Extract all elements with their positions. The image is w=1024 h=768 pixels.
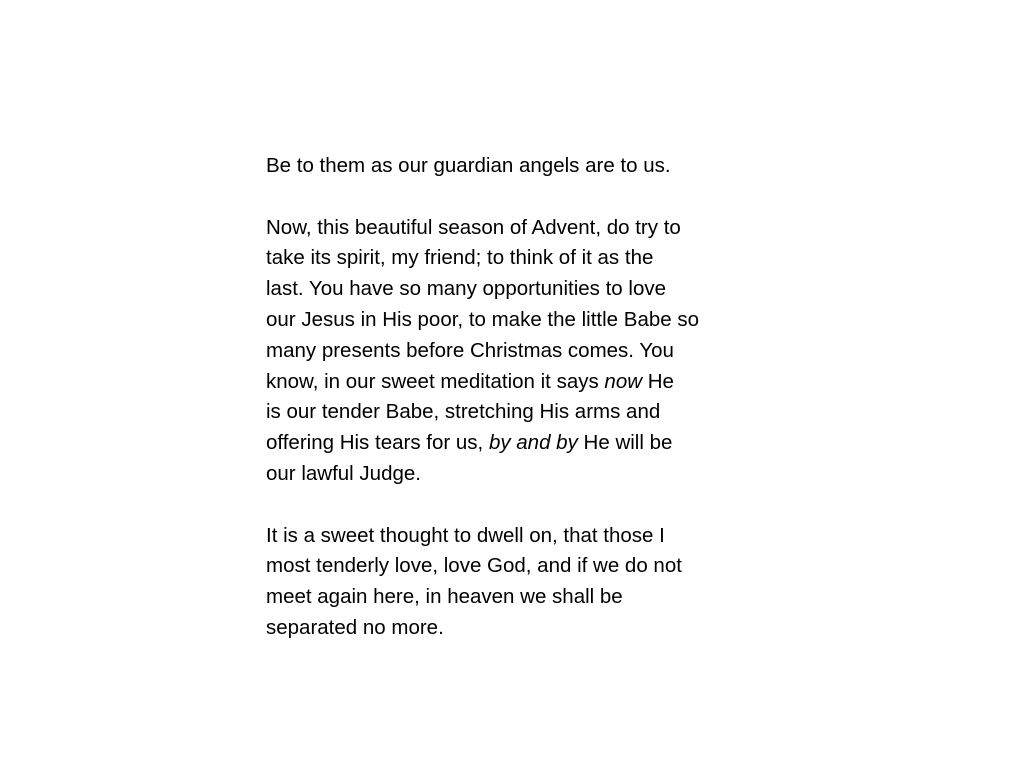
text-segment: know, in our sweet meditation it says <box>266 369 605 393</box>
text-line: most tenderly love, love God, and if we do not <box>266 554 682 578</box>
quote-text-block <box>266 151 766 644</box>
text-line: meet again here, in heaven we shall be <box>266 585 623 609</box>
paragraph-2 <box>266 213 766 490</box>
text-segment: He will be <box>577 431 673 455</box>
text-line: many presents before Christmas comes. You <box>266 338 674 362</box>
text-line: Be to them as our guardian angels are to us. <box>266 154 671 177</box>
emphasis-text: now <box>604 369 643 393</box>
text-line: our lawful Judge. <box>266 461 421 485</box>
text-line: last. You have so many opportunities to love <box>266 277 667 301</box>
paragraph-1 <box>266 151 766 182</box>
text-line: Now, this beautiful season of Advent, do try to <box>266 215 681 239</box>
text-line: is our tender Babe, stretching His arms and <box>266 400 661 424</box>
text-line: separated no more. <box>266 615 444 639</box>
text-line <box>266 428 766 459</box>
text-line: take its spirit, my friend; to think of it as the <box>266 246 654 270</box>
emphasis-text: by and by <box>488 431 578 455</box>
paragraph-spacer <box>266 490 766 521</box>
text-segment: He <box>642 369 674 393</box>
text-segment: offering His tears for us, <box>266 431 489 455</box>
paragraph-3 <box>266 521 766 644</box>
paragraph-spacer <box>266 182 766 213</box>
text-line <box>266 367 766 398</box>
text-line: our Jesus in His poor, to make the little Babe so <box>266 307 700 331</box>
text-line: It is a sweet thought to dwell on, that those I <box>266 523 665 547</box>
